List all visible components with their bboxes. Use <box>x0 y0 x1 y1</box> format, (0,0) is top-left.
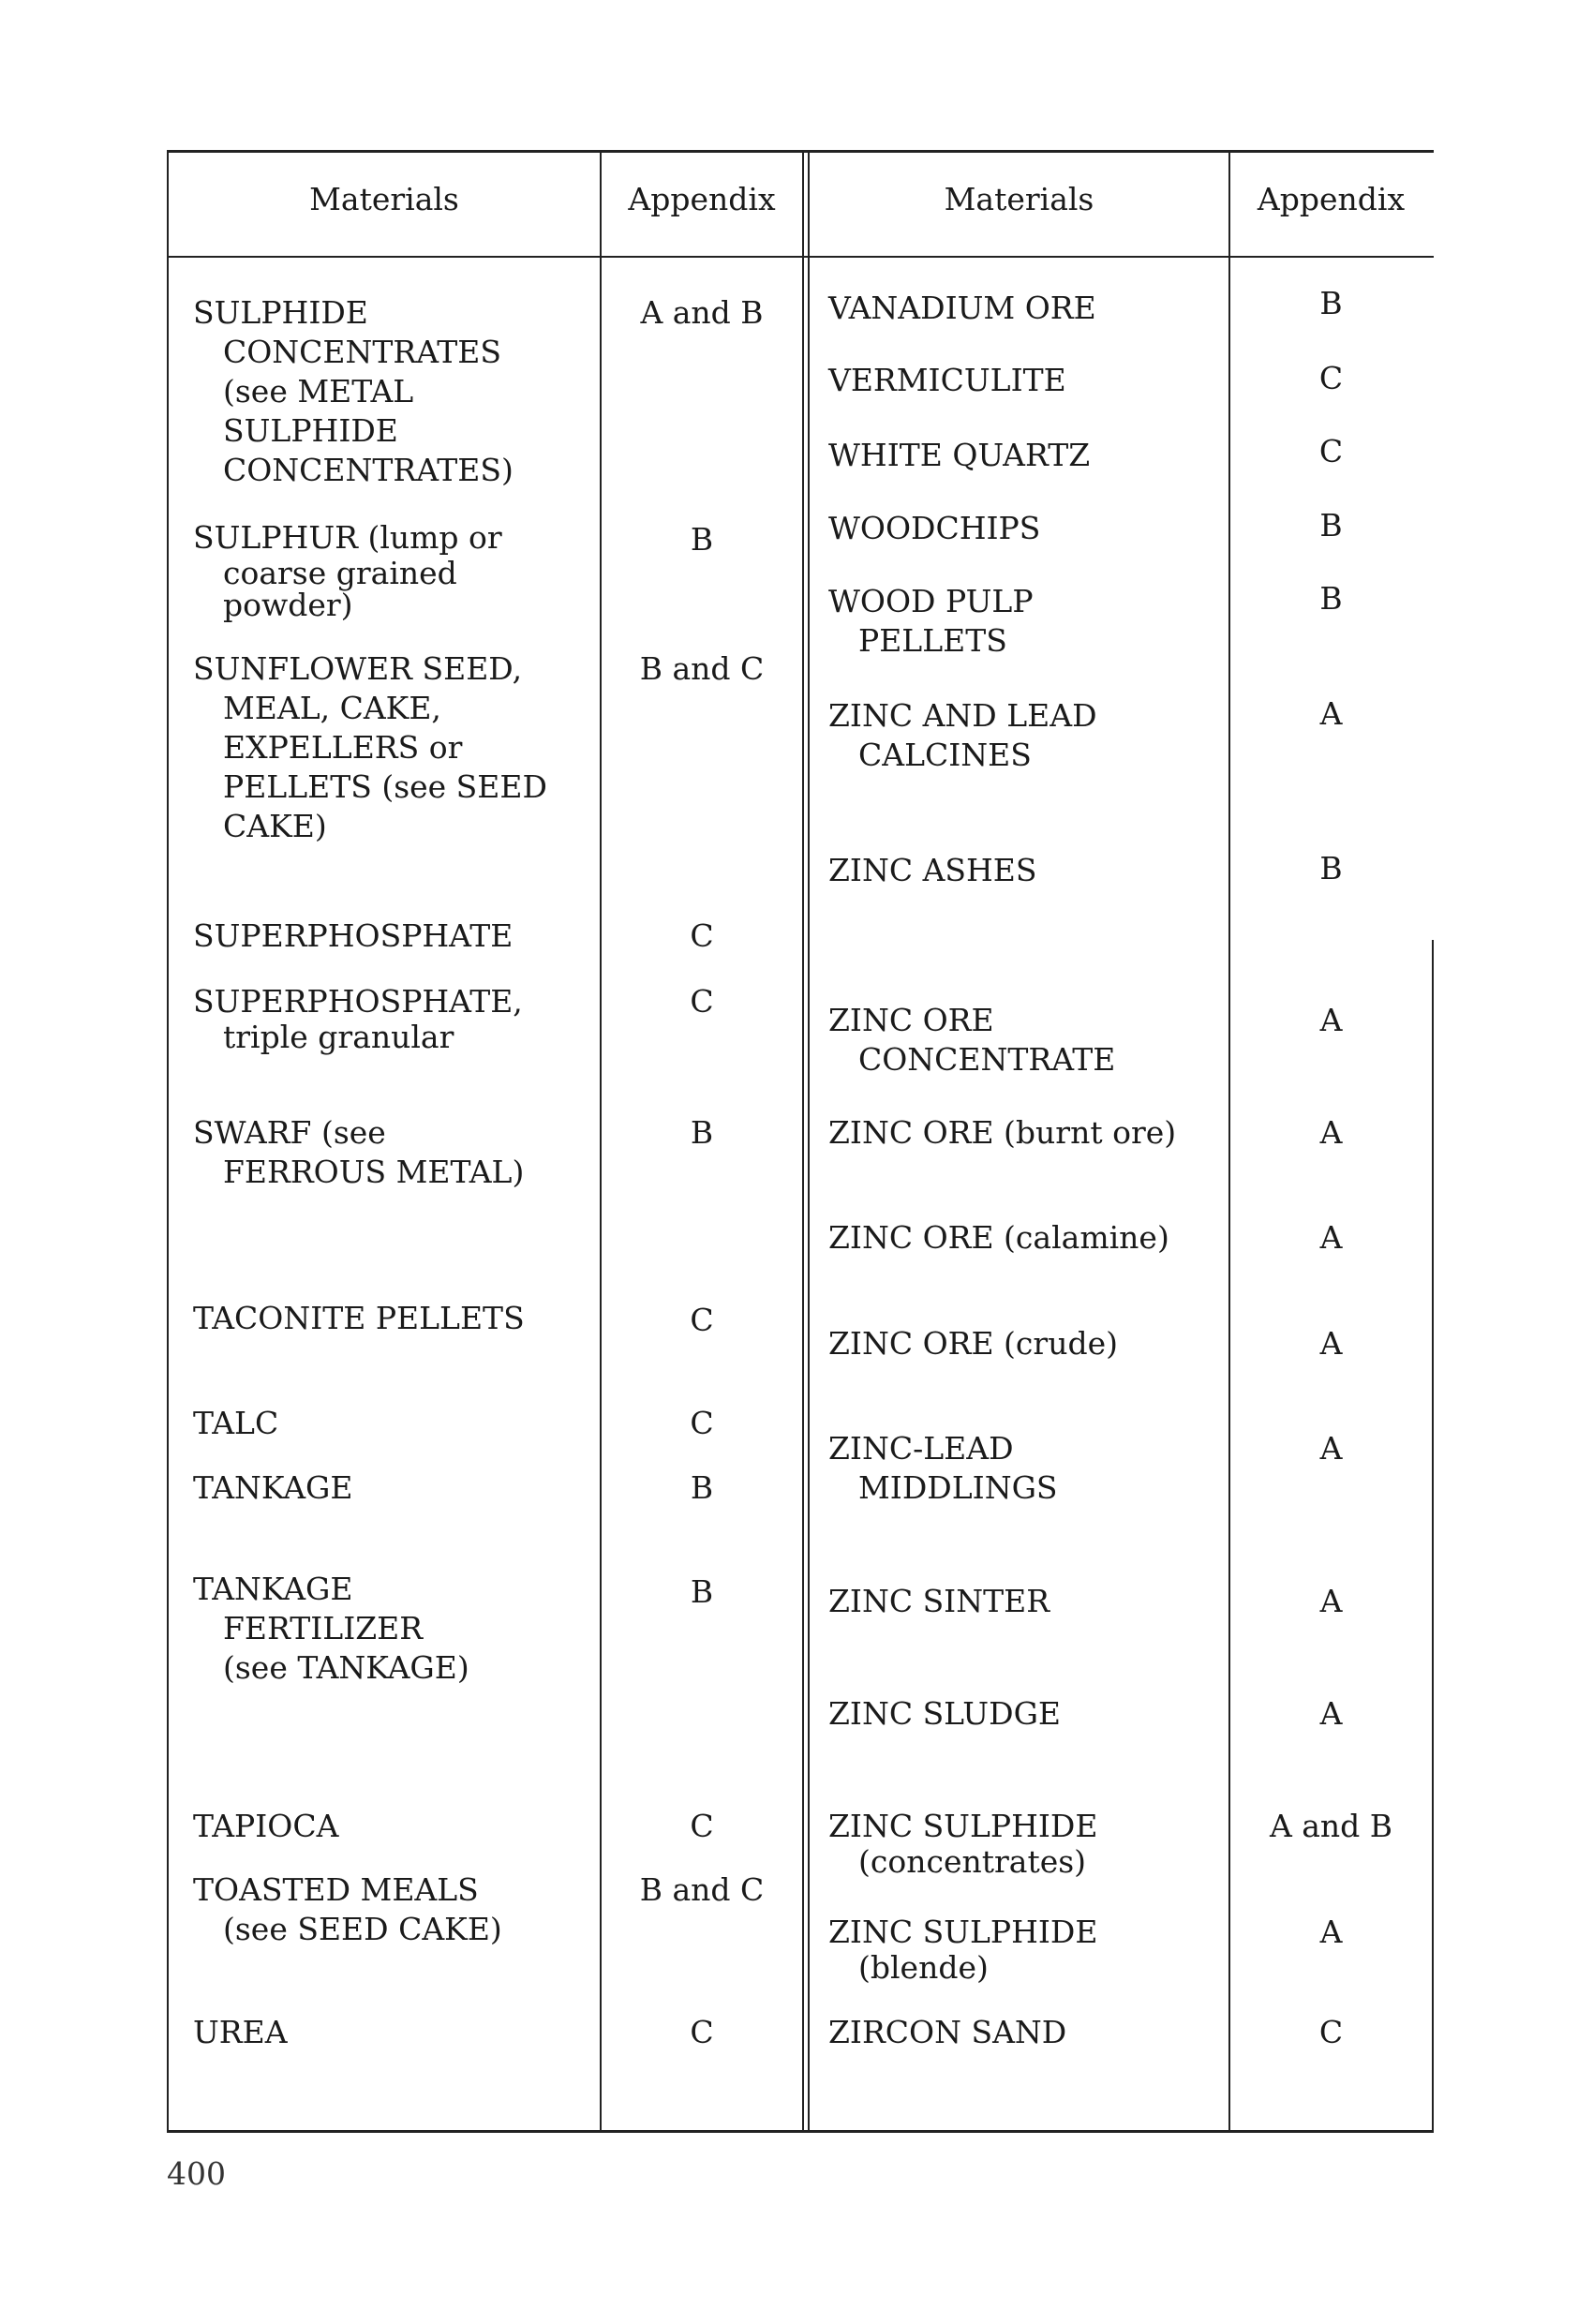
left-row-appendix: C <box>690 983 714 1020</box>
right-row-appendix: B <box>1319 580 1343 617</box>
header-appendix-right: Appendix <box>1257 181 1406 217</box>
right-row-material: WOODCHIPS <box>828 510 1041 546</box>
right-row-material: ZINC SULPHIDE (blende) <box>828 1914 1098 1986</box>
left-row-appendix: B <box>690 1573 714 1610</box>
right-row-material: VANADIUM ORE <box>828 290 1096 326</box>
left-row-material: TAPIOCA <box>193 1808 339 1844</box>
right-row-material: VERMICULITE <box>828 362 1066 398</box>
left-row-material: SUNFLOWER SEED, MEAL, CAKE, EXPELLERS or PELLETS (see SEED CAKE) <box>193 650 547 844</box>
left-row-material: SWARF (see FERROUS METAL) <box>193 1114 525 1190</box>
right-row-appendix: A and B <box>1269 1808 1393 1844</box>
header-rule <box>169 256 1434 258</box>
right-row-appendix: A <box>1319 1002 1343 1038</box>
left-row-material: TOASTED MEALS (see SEED CAKE) <box>193 1871 502 1947</box>
right-row-material: ZINC SLUDGE <box>828 1695 1062 1732</box>
right-row-appendix: A <box>1319 1583 1343 1619</box>
right-row-appendix: B <box>1319 285 1343 321</box>
header-materials-right: Materials <box>944 181 1094 217</box>
left-row-appendix: C <box>690 2014 714 2050</box>
right-row-appendix: A <box>1319 1114 1343 1151</box>
left-row-material: TALC <box>193 1405 279 1441</box>
right-row-material: ZINC ORE CONCENTRATE <box>828 1002 1116 1078</box>
right-row-material: ZINC-LEAD MIDDLINGS <box>828 1430 1058 1506</box>
left-row-material: UREA <box>193 2014 288 2050</box>
header-materials-left: Materials <box>309 181 459 217</box>
right-row-appendix: A <box>1319 1325 1343 1362</box>
header-appendix-left: Appendix <box>628 181 776 217</box>
left-row-appendix: A and B <box>640 294 764 331</box>
left-row-appendix: C <box>690 1808 714 1844</box>
right-row-material: ZINC AND LEAD CALCINES <box>828 697 1097 773</box>
right-row-appendix: A <box>1319 1695 1343 1732</box>
right-row-appendix: A <box>1319 1914 1343 1950</box>
left-row-material: TANKAGE <box>193 1469 353 1506</box>
page-number: 400 <box>167 2155 226 2192</box>
left-row-material: SUPERPHOSPHATE, triple granular <box>193 983 523 1055</box>
right-row-material: ZIRCON SAND <box>828 2014 1067 2050</box>
left-row-material: TANKAGE FERTILIZER (see TANKAGE) <box>193 1571 469 1686</box>
right-row-material: WOOD PULP PELLETS <box>828 583 1034 659</box>
materials-table <box>167 150 1434 2133</box>
right-row-appendix: B <box>1319 507 1343 544</box>
left-row-material: SULPHIDE CONCENTRATES (see METAL SULPHIDE CONCENTRATES) <box>193 294 514 488</box>
left-row-appendix: B <box>690 1469 714 1506</box>
right-row-appendix: C <box>1318 2014 1344 2050</box>
right-row-appendix: A <box>1319 695 1343 732</box>
left-row-appendix: B <box>690 521 714 558</box>
left-row-appendix: C <box>690 917 714 954</box>
right-row-material: ZINC ASHES <box>828 852 1037 888</box>
right-row-appendix: A <box>1319 1219 1343 1256</box>
right-row-material: ZINC SINTER <box>828 1583 1050 1619</box>
left-row-appendix: B and C <box>639 650 765 687</box>
left-row-material: SULPHUR (lump or coarse grained powder) <box>193 519 502 623</box>
column-divider <box>1432 940 1434 2130</box>
column-divider <box>808 153 810 2130</box>
right-row-appendix: A <box>1319 1430 1343 1467</box>
right-row-material: ZINC SULPHIDE (concentrates) <box>828 1808 1098 1880</box>
left-row-material: TACONITE PELLETS <box>193 1300 525 1336</box>
column-divider <box>802 153 804 2130</box>
left-row-appendix: C <box>690 1302 714 1338</box>
left-row-appendix: B and C <box>639 1871 765 1908</box>
right-row-material: ZINC ORE (crude) <box>828 1325 1118 1362</box>
right-row-material: WHITE QUARTZ <box>828 437 1091 473</box>
left-row-appendix: B <box>690 1114 714 1151</box>
right-row-material: ZINC ORE (burnt ore) <box>828 1114 1177 1151</box>
left-row-appendix: C <box>690 1405 714 1441</box>
left-row-material: SUPERPHOSPHATE <box>193 917 514 954</box>
right-row-material: ZINC ORE (calamine) <box>828 1219 1169 1256</box>
right-row-appendix: B <box>1319 850 1343 886</box>
right-row-appendix: C <box>1318 360 1344 396</box>
right-row-appendix: C <box>1318 433 1344 469</box>
